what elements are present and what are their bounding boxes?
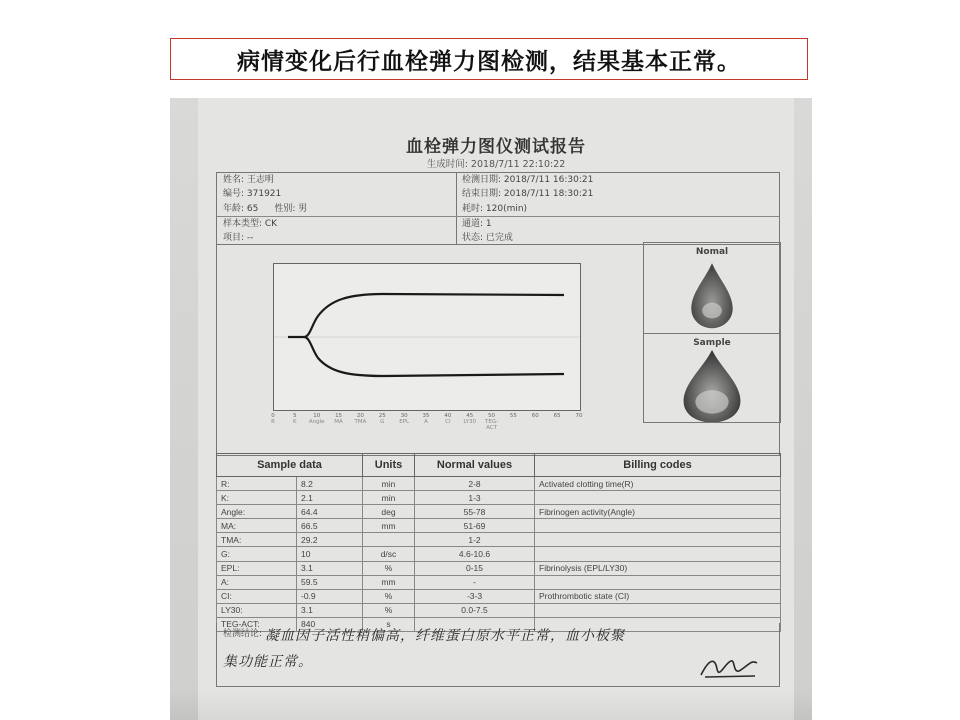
conclusion-handwriting-line1: 凝血因子活性稍偏高，纤维蛋白原水平正常，血小板聚 <box>265 628 625 644</box>
teg-curve-svg <box>274 264 580 410</box>
report-sheet <box>198 98 794 720</box>
param-billing-code: Fibrinogen activity(Angle) <box>535 505 781 519</box>
scale-tick-param: CI <box>445 419 451 425</box>
table-row <box>217 603 781 617</box>
param-unit: d/sc <box>363 547 415 561</box>
scale-tick-value: 35 <box>422 413 430 419</box>
scale-tick <box>548 413 566 419</box>
param-value: 66.5 <box>297 519 363 533</box>
param-unit: % <box>363 603 415 617</box>
param-name: R: <box>217 477 297 491</box>
header-sample-data: Sample data <box>217 454 363 477</box>
patient-name: 姓名: 王志明 <box>223 175 274 185</box>
scale-tick <box>308 413 326 425</box>
normal-clot-box <box>644 243 780 333</box>
conclusion-label: 检测结论: <box>223 629 263 639</box>
param-normal: 4.6-10.6 <box>415 547 535 561</box>
scale-tick-param: K <box>293 419 297 425</box>
results-table <box>216 453 781 632</box>
duration: 耗时: 120(min) <box>462 203 528 214</box>
scale-tick-value: 55 <box>509 413 517 419</box>
param-normal: 0-15 <box>415 561 535 575</box>
scale-tick <box>526 413 544 419</box>
doctor-signature <box>695 649 765 683</box>
clot-images-panel <box>643 242 781 423</box>
slide-caption: 病情变化后行血栓弹力图检测，结果基本正常。 <box>170 38 808 80</box>
param-normal: 51-69 <box>415 519 535 533</box>
param-unit: min <box>363 491 415 505</box>
param-billing-code <box>535 533 781 547</box>
param-unit: % <box>363 589 415 603</box>
param-value: 840 <box>297 617 363 631</box>
param-billing-code <box>535 519 781 533</box>
scale-tick-value: 10 <box>313 413 321 419</box>
scale-tick <box>439 413 457 425</box>
param-unit: s <box>363 617 415 631</box>
scale-tick <box>483 413 501 431</box>
teg-upper-curve <box>288 294 564 337</box>
scale-tick <box>570 413 588 419</box>
scale-tick <box>373 413 391 425</box>
test-date: 检测日期: 2018/7/11 16:30:21 <box>462 175 594 185</box>
scale-tick-value: 40 <box>444 413 452 419</box>
conclusion-handwriting-line2: 集功能正常。 <box>223 654 313 670</box>
param-normal: 2-8 <box>415 477 535 491</box>
patient-id: 编号: 371921 <box>223 189 282 200</box>
sample-clot-box <box>644 333 780 423</box>
scale-tick-value: 70 <box>575 413 583 419</box>
param-value: 59.5 <box>297 575 363 589</box>
scale-tick <box>351 413 369 425</box>
patient-age: 年龄: 65 <box>223 203 259 214</box>
param-normal: -3-3 <box>415 589 535 603</box>
param-unit: % <box>363 561 415 575</box>
scale-tick-value: 5 <box>293 413 297 419</box>
photo-shadow <box>170 690 812 720</box>
param-value: 64.4 <box>297 505 363 519</box>
scale-tick-param: G <box>380 419 385 425</box>
param-normal: 55-78 <box>415 505 535 519</box>
scale-tick <box>395 413 413 425</box>
param-value: 10 <box>297 547 363 561</box>
table-row <box>217 547 781 561</box>
scale-tick-value: 20 <box>356 413 364 419</box>
table-row <box>217 575 781 589</box>
param-value: -0.9 <box>297 589 363 603</box>
sample-type: 样本类型: CK <box>217 216 456 230</box>
sample-clot-label: Sample <box>693 337 731 348</box>
param-value: 3.1 <box>297 603 363 617</box>
param-value: 29.2 <box>297 533 363 547</box>
header-billing-codes: Billing codes <box>535 454 781 477</box>
scale-tick-param: Angle <box>308 419 325 425</box>
param-name: MA: <box>217 519 297 533</box>
scale-tick-value: 50 <box>488 413 496 419</box>
scale-tick-param: MA <box>334 419 343 425</box>
param-name: TEG-ACT: <box>217 617 297 631</box>
sample-clot-drop <box>644 348 780 423</box>
channel: 通道: 1 <box>456 216 779 230</box>
teg-tracing <box>273 263 581 411</box>
normal-clot-drop <box>644 257 780 333</box>
normal-clot-label: Nomal <box>695 247 729 257</box>
param-name: G: <box>217 547 297 561</box>
param-normal: 1-2 <box>415 533 535 547</box>
param-billing-code <box>535 575 781 589</box>
patient-sex: 性别: 男 <box>274 203 308 214</box>
scale-tick <box>461 413 479 425</box>
teg-graph-area <box>216 245 780 456</box>
scale-tick-param: TEG-ACT <box>485 419 499 431</box>
report-generated-time: 生成时间: 2018/7/11 22:10:22 <box>426 159 566 170</box>
param-billing-code <box>535 491 781 505</box>
report-title: 血栓弹力图仪测试报告 <box>406 137 586 157</box>
param-name: K: <box>217 491 297 505</box>
table-row <box>217 561 781 575</box>
report-photo <box>170 98 812 720</box>
param-billing-code: Prothrombotic state (CI) <box>535 589 781 603</box>
scale-tick-param: TMA <box>354 419 367 425</box>
results-header-row <box>217 454 781 477</box>
param-billing-code <box>535 547 781 561</box>
table-row <box>217 505 781 519</box>
param-unit <box>363 533 415 547</box>
patient-info-right <box>456 173 779 244</box>
param-billing-code: Activated clotting time(R) <box>535 477 781 491</box>
table-row <box>217 491 781 505</box>
param-billing-code: Fibrinolysis (EPL/LY30) <box>535 561 781 575</box>
header-units: Units <box>363 454 415 477</box>
table-row <box>217 533 781 547</box>
param-name: CI: <box>217 589 297 603</box>
param-name: LY30: <box>217 603 297 617</box>
scale-tick-value: 45 <box>466 413 474 419</box>
param-name: A: <box>217 575 297 589</box>
param-name: TMA: <box>217 533 297 547</box>
param-unit: min <box>363 477 415 491</box>
scale-tick-param: R <box>271 419 275 425</box>
teg-lower-curve <box>304 337 564 376</box>
table-row <box>217 477 781 491</box>
scale-tick-value: 0 <box>271 413 275 419</box>
table-row <box>217 589 781 603</box>
patient-info-box <box>216 172 780 245</box>
param-normal: - <box>415 575 535 589</box>
end-date: 结束日期: 2018/7/11 18:30:21 <box>462 189 594 200</box>
scale-tick <box>417 413 435 425</box>
conclusion-box <box>216 623 780 687</box>
patient-info-left <box>217 173 457 244</box>
param-value: 2.1 <box>297 491 363 505</box>
param-unit: mm <box>363 519 415 533</box>
header-normal-values: Normal values <box>415 454 535 477</box>
param-unit: mm <box>363 575 415 589</box>
param-value: 8.2 <box>297 477 363 491</box>
status: 状态: 已完成 <box>462 232 513 243</box>
patient-age-sex <box>217 202 456 216</box>
scale-tick <box>286 413 304 425</box>
param-normal: 1-3 <box>415 491 535 505</box>
teg-time-scale <box>271 413 583 453</box>
param-value: 3.1 <box>297 561 363 575</box>
test-item: 项目: -- <box>223 232 254 243</box>
scale-tick-value: 30 <box>400 413 408 419</box>
scale-tick-param: LY30 <box>463 419 477 425</box>
param-name: Angle: <box>217 505 297 519</box>
scale-tick-value: 15 <box>335 413 343 419</box>
param-name: EPL: <box>217 561 297 575</box>
param-normal: 0.0-7.5 <box>415 603 535 617</box>
table-row <box>217 519 781 533</box>
scale-tick-param: EPL <box>399 419 410 425</box>
param-unit: deg <box>363 505 415 519</box>
scale-tick <box>330 413 348 425</box>
scale-tick-param: A <box>424 419 428 425</box>
scale-tick-value: 25 <box>378 413 386 419</box>
scale-tick-value: 65 <box>553 413 561 419</box>
param-billing-code <box>535 603 781 617</box>
scale-tick <box>504 413 522 419</box>
scale-tick <box>264 413 282 425</box>
scale-tick-value: 60 <box>531 413 539 419</box>
